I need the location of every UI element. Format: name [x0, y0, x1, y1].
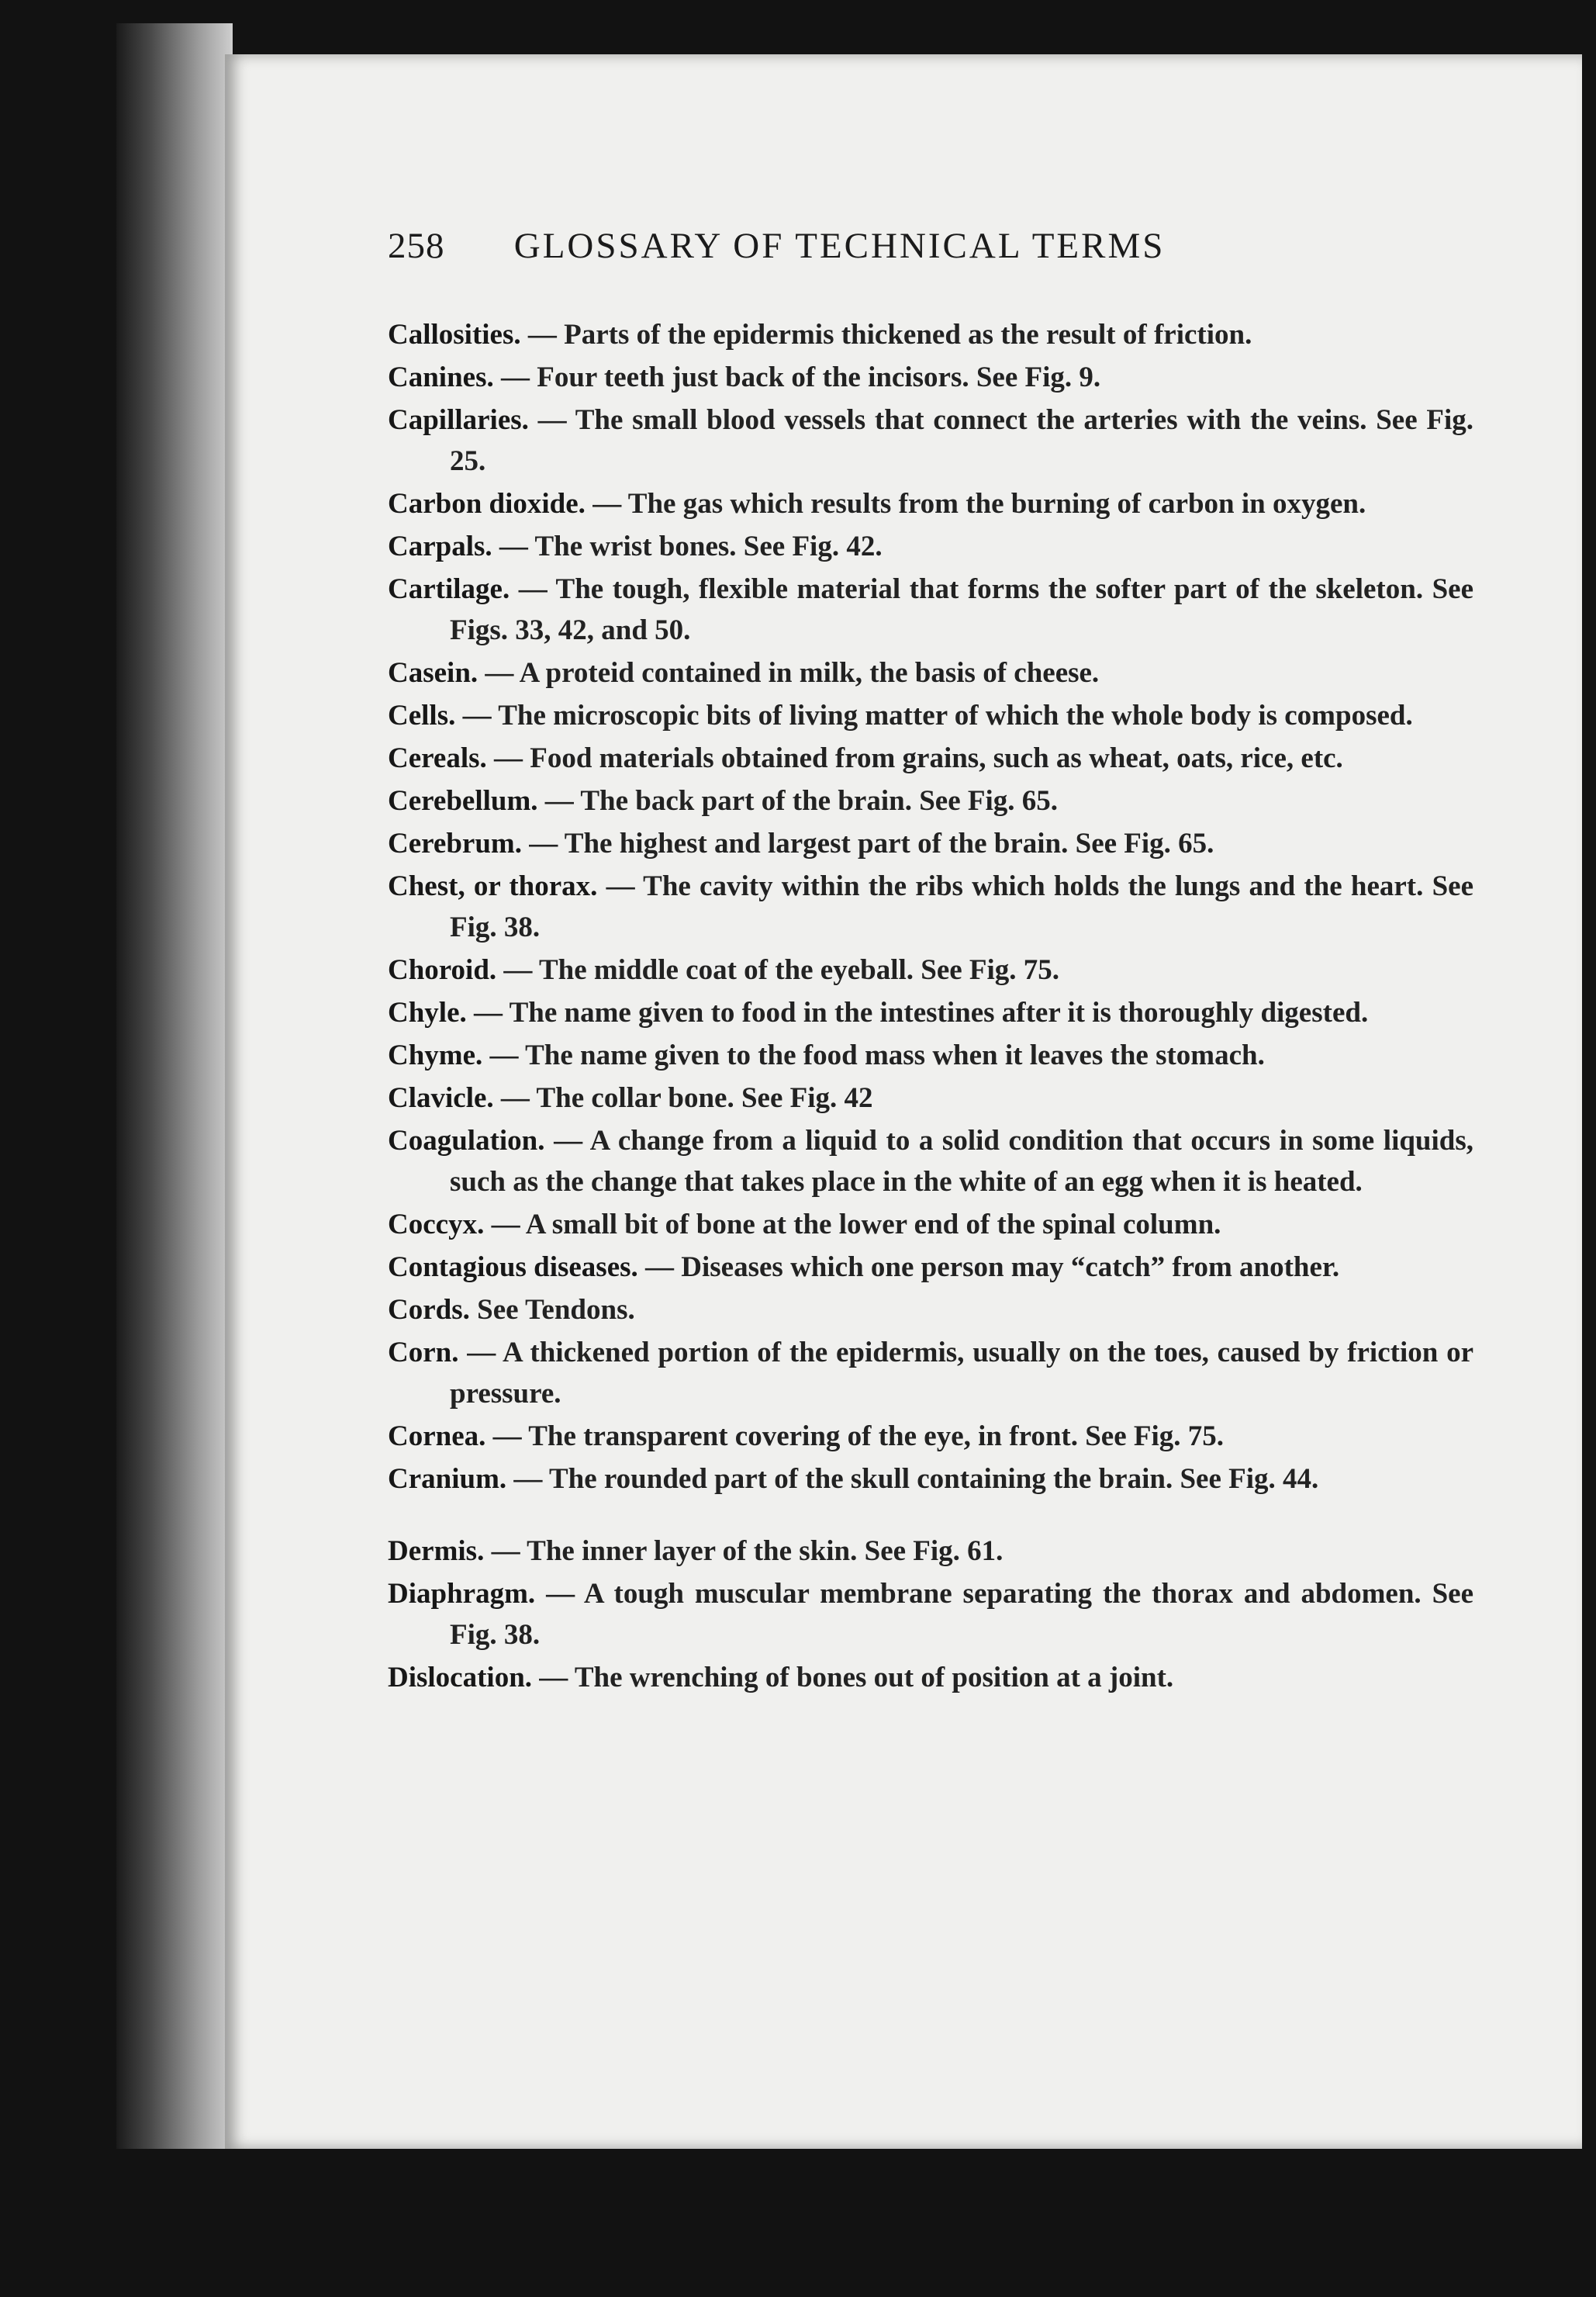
glossary-entry [388, 1458, 1473, 1500]
entry-definition: — The rounded part of the skull containing the brain. See Fig. 44. [513, 1463, 1319, 1495]
entry-term: Cartilage. [388, 573, 510, 605]
page-header [388, 225, 1473, 267]
entry-definition: — Food materials obtained from grains, such as wheat, oats, rice, etc. [494, 742, 1343, 774]
page-number: 258 [388, 226, 445, 266]
entry-definition: — A thickened portion of the epidermis, usually on the toes, caused by friction or pressure. [450, 1337, 1473, 1410]
glossary-entry [388, 1332, 1473, 1414]
entry-definition: — Parts of the epidermis thickened as the result of friction. [527, 319, 1252, 351]
entry-term: Cranium. [388, 1463, 507, 1495]
entry-term: Diaphragm. [388, 1578, 536, 1610]
glossary-entry [388, 950, 1473, 991]
glossary-entry [388, 1573, 1473, 1655]
entry-definition: — The gas which results from the burning of carbon in oxygen. [592, 488, 1366, 520]
entry-term: Chyle. [388, 997, 467, 1029]
glossary-entry [388, 314, 1473, 355]
entry-term: Canines. [388, 362, 494, 393]
glossary-entry [388, 695, 1473, 736]
glossary-entry [388, 738, 1473, 779]
entry-term: Callosities. [388, 319, 521, 351]
entry-definition: — A change from a liquid to a solid condition that occurs in some liquids, such as the change that takes place in the white of an egg when it is heated. [450, 1125, 1474, 1198]
glossary-entry [388, 569, 1473, 651]
book-spine-edge [116, 23, 233, 2149]
entry-definition: — The highest and largest part of the brain. See Fig. 65. [529, 828, 1214, 860]
entry-term: Capillaries. [388, 404, 529, 436]
entry-term: Contagious diseases. [388, 1251, 638, 1283]
entry-definition: — A tough muscular membrane separating the thorax and abdomen. See Fig. 38. [450, 1578, 1473, 1651]
entry-definition: — The back part of the brain. See Fig. 65. [544, 785, 1058, 817]
entry-definition: — Four teeth just back of the incisors. See Fig. 9. [500, 362, 1101, 393]
entry-term: Cords. [388, 1294, 470, 1326]
glossary-entry [388, 1035, 1473, 1076]
glossary-entry [388, 1531, 1473, 1572]
entry-term: Cornea. [388, 1420, 486, 1452]
glossary-entry [388, 1247, 1473, 1288]
entry-definition: — The inner layer of the skin. See Fig. 61. [491, 1535, 1004, 1567]
entry-definition: — The cavity within the ribs which holds the lungs and the heart. See Fig. 38. [450, 870, 1474, 943]
entry-term: Dermis. [388, 1535, 485, 1567]
entry-definition: — The wrist bones. See Fig. 42. [499, 531, 883, 562]
entry-definition: See Tendons. [477, 1294, 635, 1326]
glossary-entry [388, 1120, 1473, 1202]
glossary-entry [388, 1657, 1473, 1698]
glossary-entry [388, 357, 1473, 398]
entry-term: Coagulation. [388, 1125, 545, 1157]
entry-term: Cells. [388, 700, 456, 732]
entry-term: Choroid. [388, 954, 497, 986]
entry-term: Cerebrum. [388, 828, 522, 860]
glossary-entry [388, 1078, 1473, 1119]
entry-term: Corn. [388, 1337, 459, 1368]
entry-term: Cerebellum. [388, 785, 538, 817]
entry-definition: — The wrenching of bones out of position at a joint. [539, 1662, 1174, 1693]
book-page [225, 54, 1582, 2149]
glossary-entry [388, 652, 1473, 694]
entry-term: Chest, or thorax. [388, 870, 598, 902]
entry-definition: — The name given to food in the intestines after it is thoroughly digested. [474, 997, 1369, 1029]
entry-definition: — The tough, flexible material that forms the softer part of the skeleton. See Figs. 33, 42, and 50. [450, 573, 1474, 646]
entry-term: Carpals. [388, 531, 492, 562]
entry-term: Chyme. [388, 1040, 483, 1071]
entry-definition: — The name given to the food mass when it leaves the stomach. [489, 1040, 1265, 1071]
entry-definition: — The transparent covering of the eye, in front. See Fig. 75. [492, 1420, 1225, 1452]
glossary-entry [388, 866, 1473, 948]
glossary-entry [388, 400, 1473, 482]
glossary-entry [388, 1289, 1473, 1330]
glossary-entry [388, 780, 1473, 822]
entry-definition: — A proteid contained in milk, the basis of cheese. [485, 657, 1100, 689]
entry-term: Carbon dioxide. [388, 488, 586, 520]
entry-term: Dislocation. [388, 1662, 533, 1693]
entry-definition: — The collar bone. See Fig. 42 [500, 1082, 873, 1114]
entry-definition: — Diseases which one person may “catch” from another. [645, 1251, 1340, 1283]
glossary-entry [388, 1204, 1473, 1245]
entry-definition: — The small blood vessels that connect the arteries with the veins. See Fig. 25. [450, 404, 1473, 477]
entry-term: Cereals. [388, 742, 487, 774]
glossary-entry [388, 1416, 1473, 1457]
entry-definition: — A small bit of bone at the lower end of the spinal column. [491, 1209, 1221, 1240]
entry-term: Casein. [388, 657, 478, 689]
entry-definition: — The middle coat of the eyeball. See Fig. 75. [503, 954, 1060, 986]
glossary-entry [388, 483, 1473, 524]
glossary-entry [388, 526, 1473, 567]
glossary-entry [388, 992, 1473, 1033]
entry-definition: — The microscopic bits of living matter of which the whole body is composed. [462, 700, 1413, 732]
entry-term: Clavicle. [388, 1082, 494, 1114]
glossary-entry [388, 823, 1473, 864]
glossary-entries [388, 314, 1473, 1700]
entry-term: Coccyx. [388, 1209, 485, 1240]
page-title: GLOSSARY OF TECHNICAL TERMS [513, 226, 1166, 266]
